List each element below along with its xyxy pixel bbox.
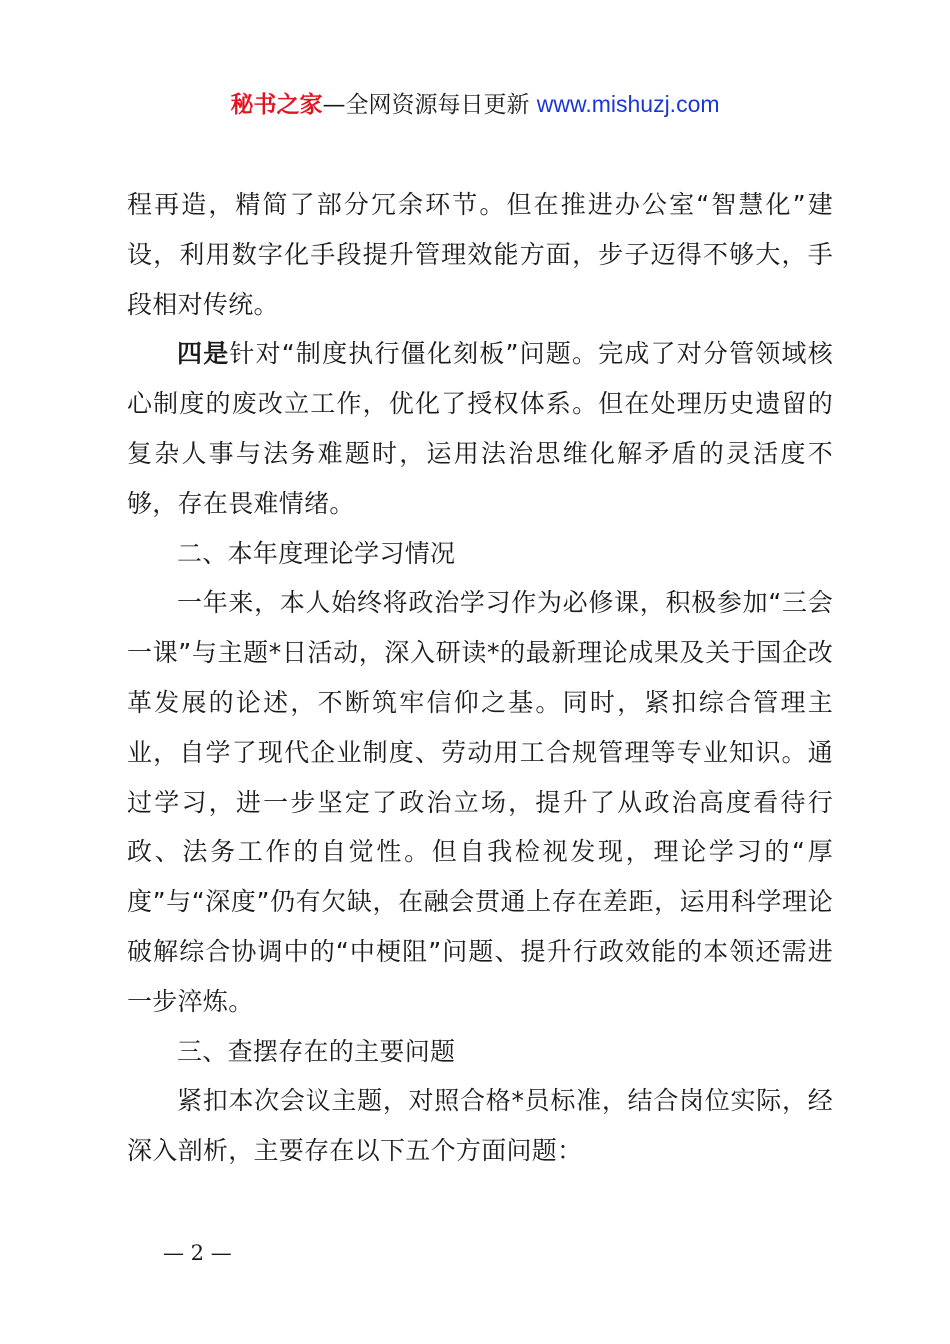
paragraph-item-four [127,329,833,528]
section-heading-main-problems: 三、查摆存在的主要问题 [177,1036,456,1066]
item-four-lead: 四是 [177,339,230,369]
paragraph-theory-study: 一年来，本人始终将政治学习作为必修课，积极参加“三会一课”与主题*日活动，深入研读*的最新理论成果及关于国企改革发展的论述，不断筑牢信仰之基。同时，紧扣综合管理主业，自学了现代企业制度、劳动用工合规管理等专业知识。通过学习，进一步坚定了政治立场，提升了从政治高度看待行政、法务工作的自觉性。但自我检视发现，理论学习的“厚度”与“深度”仍有欠缺，在融会贯通上存在差距，运用科学理论破解综合协调中的“中梗阻”问题、提升行政效能的本领还需进一步淬炼。 [127,588,833,1016]
paragraph-main-problems-intro: 紧扣本次会议主题，对照合格*员标准，结合岗位实际，经深入剖析，主要存在以下五个方面问题： [127,1086,833,1166]
site-url-link[interactable]: www.mishuzj.com [536,91,720,117]
header-slogan: —全网资源每日更新 [322,92,537,118]
section-heading-theory-study: 二、本年度理论学习情况 [177,538,456,568]
brand-name: 秘书之家 [230,92,323,118]
item-four-body: 针对“制度执行僵化刻板”问题。完成了对分管领域核心制度的废改立工作，优化了授权体系。但在处理历史遗留的复杂人事与法务难题时，运用法治思维化解矛盾的灵活度不够，存在畏难情绪。 [127,339,833,518]
site-header [0,86,950,123]
document-body [127,180,833,1176]
paragraph-continuation: 程再造，精简了部分冗余环节。但在推进办公室“智慧化”建设，利用数字化手段提升管理效能方面，步子迈得不够大，手段相对传统。 [127,190,833,319]
page-number: — 2 — [163,1241,232,1265]
